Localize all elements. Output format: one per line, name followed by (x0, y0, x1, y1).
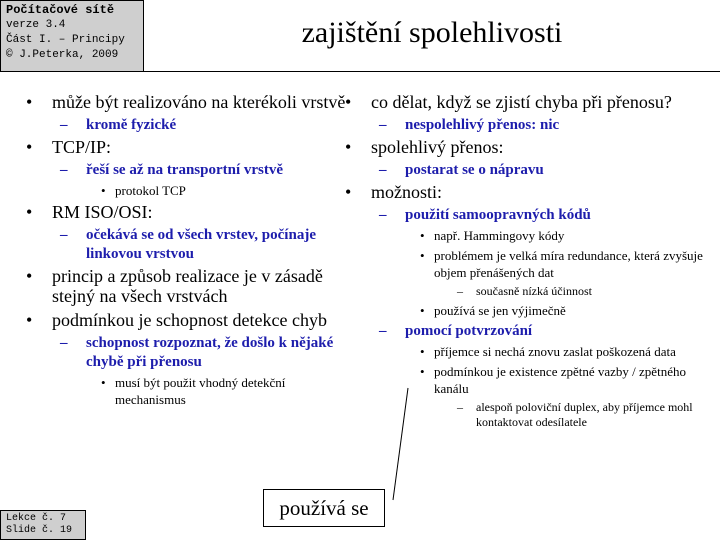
detail-bullet-item: • podmínkou je existence zpětné vazby / zpětného kanálu (345, 363, 713, 397)
course-info-box (0, 0, 144, 72)
course-part: Část I. – Principy (6, 34, 125, 46)
course-title: Počítačové sítě (6, 3, 115, 17)
callout-box: používá se (263, 489, 385, 527)
course-version: verze 3.4 (6, 19, 66, 31)
course-author: © J.Peterka, 2009 (6, 49, 119, 61)
left-column (26, 92, 346, 411)
bullet-item: • princip a způsob realizace je v zásadě stejný na všech vrstvách (26, 266, 346, 306)
detail-bullet-item: • problémem je velká míra redundance, která zvyšuje objem přenášených dat (345, 247, 713, 281)
detail-bullet-item: • musí být použit vhodný detekční mechanismus (26, 374, 346, 408)
bullet-item: • možnosti: (345, 182, 713, 202)
detail-bullet-item: • např. Hammingovy kódy (345, 227, 713, 244)
sub-bullet-item: – použití samoopravných kódů (345, 206, 713, 225)
slide-title: zajištění spolehlivosti (301, 16, 563, 49)
slide-number: Slide č. 19 (6, 525, 73, 536)
detail-bullet-item: • příjemce si nechá znovu zaslat poškozená data (345, 343, 713, 360)
detail-bullet-item: • protokol TCP (26, 182, 346, 199)
bullet-item: • co dělat, když se zjistí chyba při přenosu? (345, 92, 713, 112)
lecture-number: Lekce č. 7 (6, 513, 67, 524)
sub-detail-item: – současně nízká účinnost (345, 284, 713, 299)
bullet-item: • podmínkou je schopnost detekce chyb (26, 310, 346, 330)
bullet-item: • RM ISO/OSI: (26, 202, 346, 222)
sub-bullet-item: – očekává se od všech vrstev, počínaje linkovou vrstvou (26, 226, 346, 264)
sub-bullet-item: – kromě fyzické (26, 116, 346, 135)
sub-detail-item: – alespoň poloviční duplex, aby příjemce mohl kontaktovat odesílatele (345, 400, 713, 430)
bullet-item: • může být realizováno na kterékoli vrstvě (26, 92, 346, 112)
right-column (345, 92, 713, 433)
sub-bullet-item: – řeší se až na transportní vrstvě (26, 161, 346, 180)
sub-bullet-item: – nespolehlivý přenos: nic (345, 116, 713, 135)
slide-info-box (0, 510, 86, 540)
sub-bullet-item: – postarat se o nápravu (345, 161, 713, 180)
detail-bullet-item: • používá se jen výjimečně (345, 302, 713, 319)
bullet-item: • spolehlivý přenos: (345, 137, 713, 157)
title-bar (144, 0, 720, 72)
sub-bullet-item: – pomocí potvrzování (345, 322, 713, 341)
sub-bullet-item: – schopnost rozpoznat, že došlo k nějaké chybě při přenosu (26, 334, 346, 372)
bullet-item: • TCP/IP: (26, 137, 346, 157)
